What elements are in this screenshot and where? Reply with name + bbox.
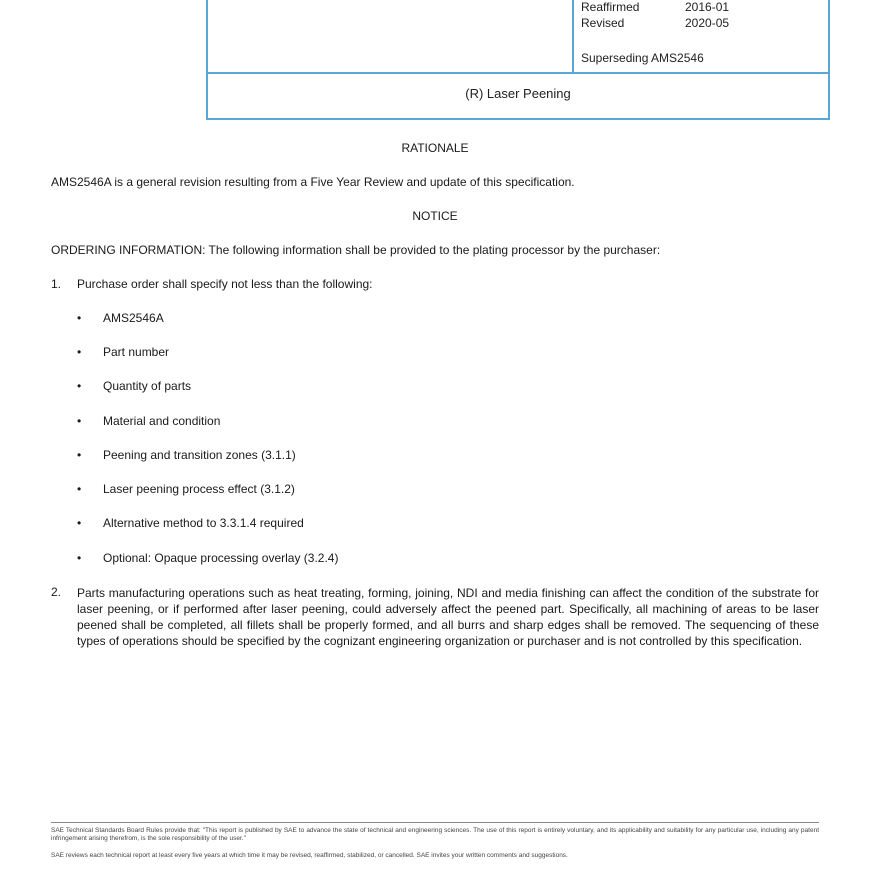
document-header-box xyxy=(206,0,830,120)
footer-divider xyxy=(51,822,819,823)
reaffirmed-label: Reaffirmed xyxy=(581,0,640,14)
footer-disclaimer: SAE Technical Standards Board Rules provide that: "This report is published by SAE to advance the state of technical and engineering sciences. The use of this report is entirely voluntary, and its applicability and suitability for any particular use, including any patent infringement arising therefrom, is the sole responsibility of the user." xyxy=(51,827,819,842)
item-number: 1. xyxy=(51,277,62,291)
bullet-icon: • xyxy=(77,414,82,428)
list-item: Peening and transition zones (3.1.1) xyxy=(103,448,296,462)
header-divider-vertical xyxy=(572,0,574,74)
bullet-icon: • xyxy=(77,551,82,565)
list-item: Material and condition xyxy=(103,414,221,428)
bullet-icon: • xyxy=(77,311,82,325)
rationale-heading: RATIONALE xyxy=(401,141,469,155)
item-number: 2. xyxy=(51,585,62,599)
footer-review-note: SAE reviews each technical report at least every five years at which time it may be revised, reaffirmed, stabilized, or cancelled. SAE invites your written comments and suggestions. xyxy=(51,852,568,859)
notice-heading: NOTICE xyxy=(412,209,458,223)
list-item: AMS2546A xyxy=(103,311,164,325)
bullet-icon: • xyxy=(77,345,82,359)
list-item: Alternative method to 3.3.1.4 required xyxy=(103,516,304,530)
item-text: Parts manufacturing operations such as heat treating, forming, joining, NDI and media finishing can affect the condition of the substrate for laser peening, or if performed after laser peening, could adversely affect the peened part. Specifically, all machining of areas to be laser peened shall be completed, all fillets shall be properly formed, and all burrs and sharp edges shall be removed. The sequencing of these types of operations should be specified by the cognizant engineering organization or purchaser and is not controlled by this specification. xyxy=(77,586,819,648)
revised-label: Revised xyxy=(581,16,625,30)
bullet-icon: • xyxy=(77,516,82,530)
bullet-icon: • xyxy=(77,379,82,393)
ordering-information: ORDERING INFORMATION: The following information shall be provided to the plating processor by the purchaser: xyxy=(51,243,661,257)
reaffirmed-value: 2016-01 xyxy=(685,0,730,14)
header-divider-horizontal xyxy=(208,72,828,74)
rationale-text: AMS2546A is a general revision resulting from a Five Year Review and update of this specification. xyxy=(51,175,575,189)
revised-row xyxy=(581,16,729,30)
bullet-icon: • xyxy=(77,482,82,496)
item-text: Purchase order shall specify not less than the following: xyxy=(77,277,373,291)
list-item: Optional: Opaque processing overlay (3.2.4) xyxy=(103,551,339,565)
bullet-icon: • xyxy=(77,448,82,462)
list-item: Laser peening process effect (3.1.2) xyxy=(103,482,295,496)
revised-value: 2020-05 xyxy=(685,16,730,30)
reaffirmed-row xyxy=(581,0,729,14)
list-item: Quantity of parts xyxy=(103,379,192,393)
document-title: (R) Laser Peening xyxy=(465,86,571,101)
list-item: Part number xyxy=(103,345,170,359)
superseding-text: Superseding AMS2546 xyxy=(581,51,704,65)
